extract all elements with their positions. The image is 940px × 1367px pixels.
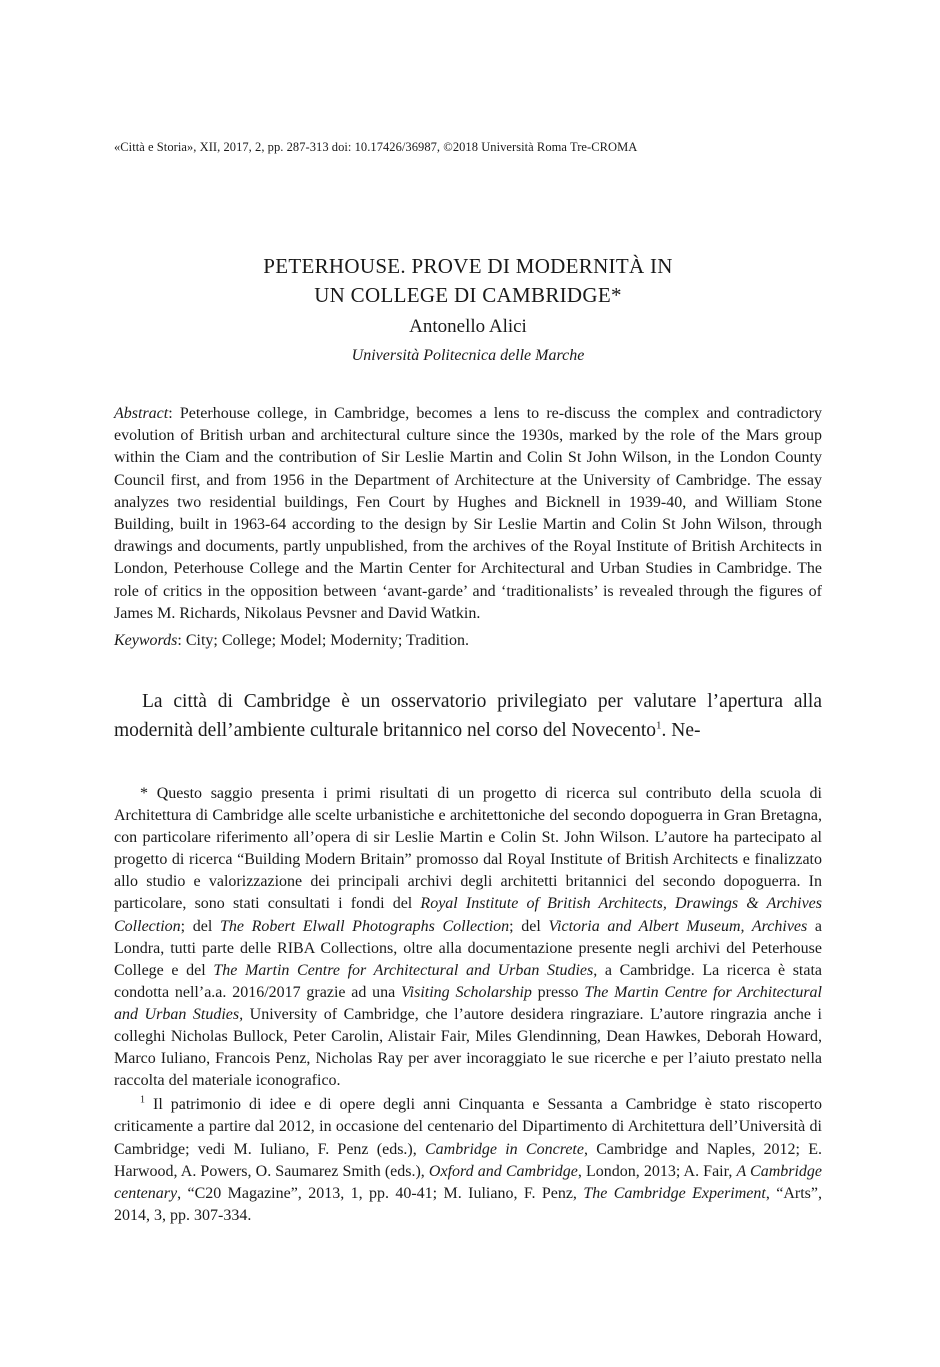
footnote-ref-1[interactable]: 1 [656,719,662,732]
keywords-text: : City; College; Model; Modernity; Tradition. [177,632,469,649]
body-paragraph [114,687,822,745]
fn-text: * Questo saggio presenta i primi risultati di un progetto di ricerca sul contributo della scuola di Architettura di Cambridge alle scelte urbanistiche e architettoniche del secondo dopoguerra in Gran Bretagna, con particolare riferimento all’opera di sir Leslie Martin e Colin St. John Wilson. L’autore ha partecipato al progetto di ricerca “Building Modern Britain” promosso dal Royal Institute of British Architects e finalizzato allo studio e valorizzazione dei principali archivi degli architetti britannici del secondo dopoguerra. In particolare, sono stati consultati i fondi del [114,785,822,913]
fn-text: ; del [180,917,220,935]
fn-italic: Victoria and Albert Museum, Archives [548,917,808,935]
journal-citation-header: «Città e Storia», XII, 2017, 2, pp. 287-313 doi: 10.17426/36987, ©2018 Università Roma Tre-CROMA [114,140,638,154]
author-name: Antonello Alici [409,316,527,337]
article-title-line-2: UN COLLEGE DI CAMBRIDGE* [314,283,622,307]
title-block [114,252,822,369]
fn-text: , “Arts”, 2014, 3, pp. 307-334. [114,1184,823,1224]
fn-italic: Cambridge in Concrete [425,1140,584,1158]
footnote-1 [114,1094,822,1227]
fn-text: , Cambridge and Naples, 2012; E. Harwood, A. Powers, O. Saumarez Smith (eds.), [114,1140,823,1180]
fn-italic: The Martin Centre for Architectural and Urban Studies [213,961,594,979]
fn-italic: A Cambridge centenary [114,1162,823,1202]
footnote-number: 1 [140,1094,145,1106]
footnotes [114,783,822,1229]
article-title-line-1: PETERHOUSE. PROVE DI MODERNITÀ IN [263,254,673,278]
fn-italic: Oxford and Cambridge [428,1162,578,1180]
fn-text: , a Cambridge. La ricerca è stata condotta nell’a.a. 2016/2017 grazie ad una [114,961,823,1001]
fn-text: , “C20 Magazine”, 2013, 1, pp. 40-41; M. Iuliano, F. Penz, [177,1184,584,1202]
fn-italic: The Robert Elwall Photographs Collection [219,917,510,935]
abstract [114,403,822,625]
abstract-text: : Peterhouse college, in Cambridge, becomes a lens to re-discuss the complex and contradictory evolution of British urban and architectural culture since the 1930s, marked by the role of the Mars group within the Ciam and the contribution of Sir Leslie Martin and Colin St John Wilson, in the London County Council first, and from 1956 in the Department of Architecture at the University of Cambridge. The essay analyzes two residential buildings, Fen Court by Hughes and Bicknell in 1939-40, and William Stone Building, built in 1963-64 according to the design by Sir Leslie Martin and Colin St John Wilson, through drawings and documents, partly unpublished, from the archives of the Royal Institute of British Architects in London, Peterhouse College and the Martin Center for Architectural and Urban Studies in Cambridge. The role of critics in the opposition between ‘avant-garde’ and ‘traditionalists’ is revealed through the figures of James M. Richards, Nikolaus Pevsner and David Watkin. [114,405,822,622]
keywords-label: Keywords [114,632,178,649]
author-affiliation: Università Politecnica delle Marche [351,347,585,364]
body-text-part-1: La città di Cambridge è un osservatorio privilegiato per valutare l’apertura alla modernità dell’ambiente culturale britannico nel corso del Novecento [114,691,822,741]
fn-text: ; del [509,917,549,935]
fn-text: , London, 2013; A. Fair, [577,1162,737,1180]
fn-text: University of Cambridge, che l’autore desidera ringraziare. L’autore ringrazia anche i colleghi Nicholas Bullock, Peter Carolin, Alistair Fair, Miles Glendinning, Dean Hawkes, Deborah Howard, Marco Iuliano, Francois Penz, Nicholas Ray per aver incoraggiato le sue ricerche e per l’aiuto prestato nella raccolta del materiale iconografico. [114,1005,823,1090]
keywords [114,630,822,652]
footnote-star [114,783,822,1092]
fn-text: a Londra, tutti parte delle RIBA Collections, oltre alla documentazione presente negli archivi del Peterhouse College e del [114,917,823,979]
fn-italic: Visiting Scholarship [401,983,532,1001]
fn-italic: The Cambridge Experiment [583,1184,766,1202]
fn-italic: Royal Institute of British Architects, Drawings & Archives Collection [114,895,822,935]
abstract-label: Abstract [114,405,169,422]
fn-italic: The Martin Centre for Architectural and Urban Studies, [114,983,823,1023]
fn-text: presso [531,983,585,1001]
body-text-part-2: . Ne- [661,720,701,741]
fn-text: Il patrimonio di idee e di opere degli anni Cinquanta e Sessanta a Cambridge è stato riscoperto criticamente a partire dal 2012, in occasione del centenario del Dipartimento di Architettura dell’Università di Cambridge; vedi M. Iuliano, F. Penz (eds.), [114,1096,822,1158]
